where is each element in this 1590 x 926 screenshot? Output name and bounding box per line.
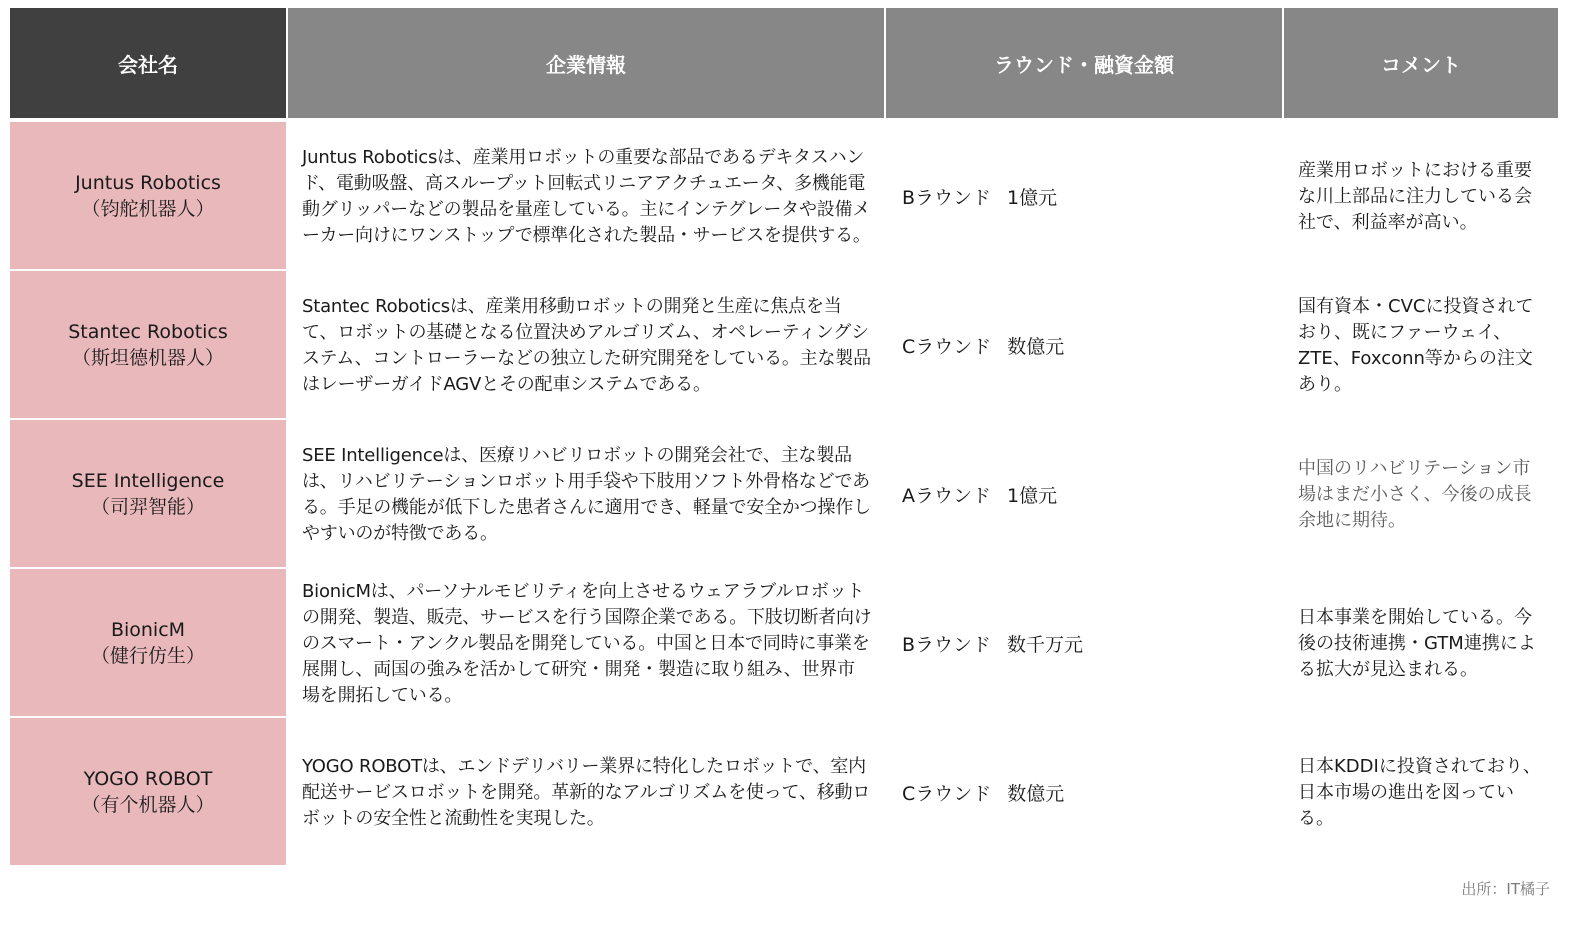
info-cell — [288, 122, 886, 271]
header-round: ラウンド・融資金額 — [886, 8, 1284, 122]
company-name-cn: （健行仿生） — [90, 644, 205, 667]
company-name-cn: （斯坦德机器人） — [71, 346, 224, 369]
company-cell — [10, 569, 288, 718]
round-label: Bラウンド — [902, 187, 992, 209]
funding-amount: 数億元 — [1007, 783, 1065, 805]
info-cell — [288, 569, 886, 718]
info-cell — [288, 718, 886, 867]
round-cell — [886, 718, 1284, 867]
comment-text: 中国のリハビリテーション市場はまだ小さく、今後の成長余地に期待。 — [1298, 457, 1532, 531]
round-label: Cラウンド — [902, 783, 992, 805]
round-cell — [886, 569, 1284, 718]
header-company: 会社名 — [10, 8, 288, 122]
comment-cell — [1284, 718, 1560, 867]
company-table — [10, 8, 1560, 870]
info-text: SEE Intelligenceは、医療リハビリロボットの開発会社で、主な製品は、リハビリテーションロボット用手袋や下肢用ソフト外骨格などである。手足の機能が低下した患者さんに適用でき、軽量で安全かつ操作しやすいのが特徴である。 — [302, 444, 871, 544]
company-cell — [10, 271, 288, 420]
funding-amount: 数千万元 — [1007, 634, 1084, 656]
header-info: 企業情報 — [288, 8, 886, 122]
company-name-en: Juntus Robotics — [75, 171, 221, 194]
comment-cell — [1284, 122, 1560, 271]
comment-cell — [1284, 420, 1560, 569]
funding-amount: 1億元 — [1007, 187, 1058, 209]
comment-text: 日本事業を開始している。今後の技術連携・GTM連携による拡大が見込まれる。 — [1298, 606, 1536, 680]
company-name-en: YOGO ROBOT — [83, 767, 213, 790]
company-cell — [10, 122, 288, 271]
info-text: YOGO ROBOTは、エンドデリバリー業界に特化したロボットで、室内配送サービスロボットを開発。革新的なアルゴリズムを使って、移動ロボットの安全性と流動性を実現した。 — [302, 755, 871, 829]
company-name-en: Stantec Robotics — [68, 320, 228, 343]
funding-amount: 数億元 — [1007, 336, 1065, 358]
company-name-cn: （有个机器人） — [81, 793, 215, 816]
header-comment: コメント — [1284, 8, 1560, 122]
source-note: 出所：IT橘子 — [1461, 880, 1550, 898]
round-cell — [886, 420, 1284, 569]
comment-text: 日本KDDIに投資されており、日本市場の進出を図っている。 — [1298, 755, 1541, 829]
info-text: Juntus Roboticsは、産業用ロボットの重要な部品であるデキタスハンド、電動吸盤、高スループット回転式リニアアクチュエータ、多機能電動グリッパーなどの製品を量産している。主にインテグレータや設備メーカー向けにワンストップで標準化された製品・サービスを提供する。 — [302, 146, 871, 246]
company-cell — [10, 420, 288, 569]
company-name-cn: （司羿智能） — [90, 495, 205, 518]
round-label: Bラウンド — [902, 634, 992, 656]
comment-text: 産業用ロボットにおける重要な川上部品に注力している会社で、利益率が高い。 — [1298, 159, 1532, 233]
comment-cell — [1284, 569, 1560, 718]
company-cell — [10, 718, 288, 867]
info-text: BionicMは、パーソナルモビリティを向上させるウェアラブルロボットの開発、製造、販売、サービスを行う国際企業である。下肢切断者向けのスマート・アンクル製品を開発している。中国と日本で同時に事業を展開し、両国の強みを活かして研究・開発・製造に取り組み、世界市場を開拓している。 — [302, 580, 872, 706]
info-cell — [288, 271, 886, 420]
company-name-en: SEE Intelligence — [71, 469, 225, 492]
round-label: Aラウンド — [902, 485, 991, 507]
comment-text: 国有資本・CVCに投資されており、既にファーウェイ、ZTE、Foxconn等からの注文あり。 — [1298, 295, 1534, 395]
comment-cell — [1284, 271, 1560, 420]
info-text: Stantec Roboticsは、産業用移動ロボットの開発と生産に焦点を当て、ロボットの基礎となる位置決めアルゴリズム、オペレーティングシステム、コントローラーなどの独立した研究開発をしている。主な製品はレーザーガイドAGVとその配車システムである。 — [302, 295, 871, 395]
funding-amount: 1億元 — [1007, 485, 1058, 507]
round-cell — [886, 122, 1284, 271]
round-label: Cラウンド — [902, 336, 992, 358]
company-name-en: BionicM — [110, 618, 186, 641]
round-cell — [886, 271, 1284, 420]
company-name-cn: （钧舵机器人） — [81, 197, 215, 220]
info-cell — [288, 420, 886, 569]
